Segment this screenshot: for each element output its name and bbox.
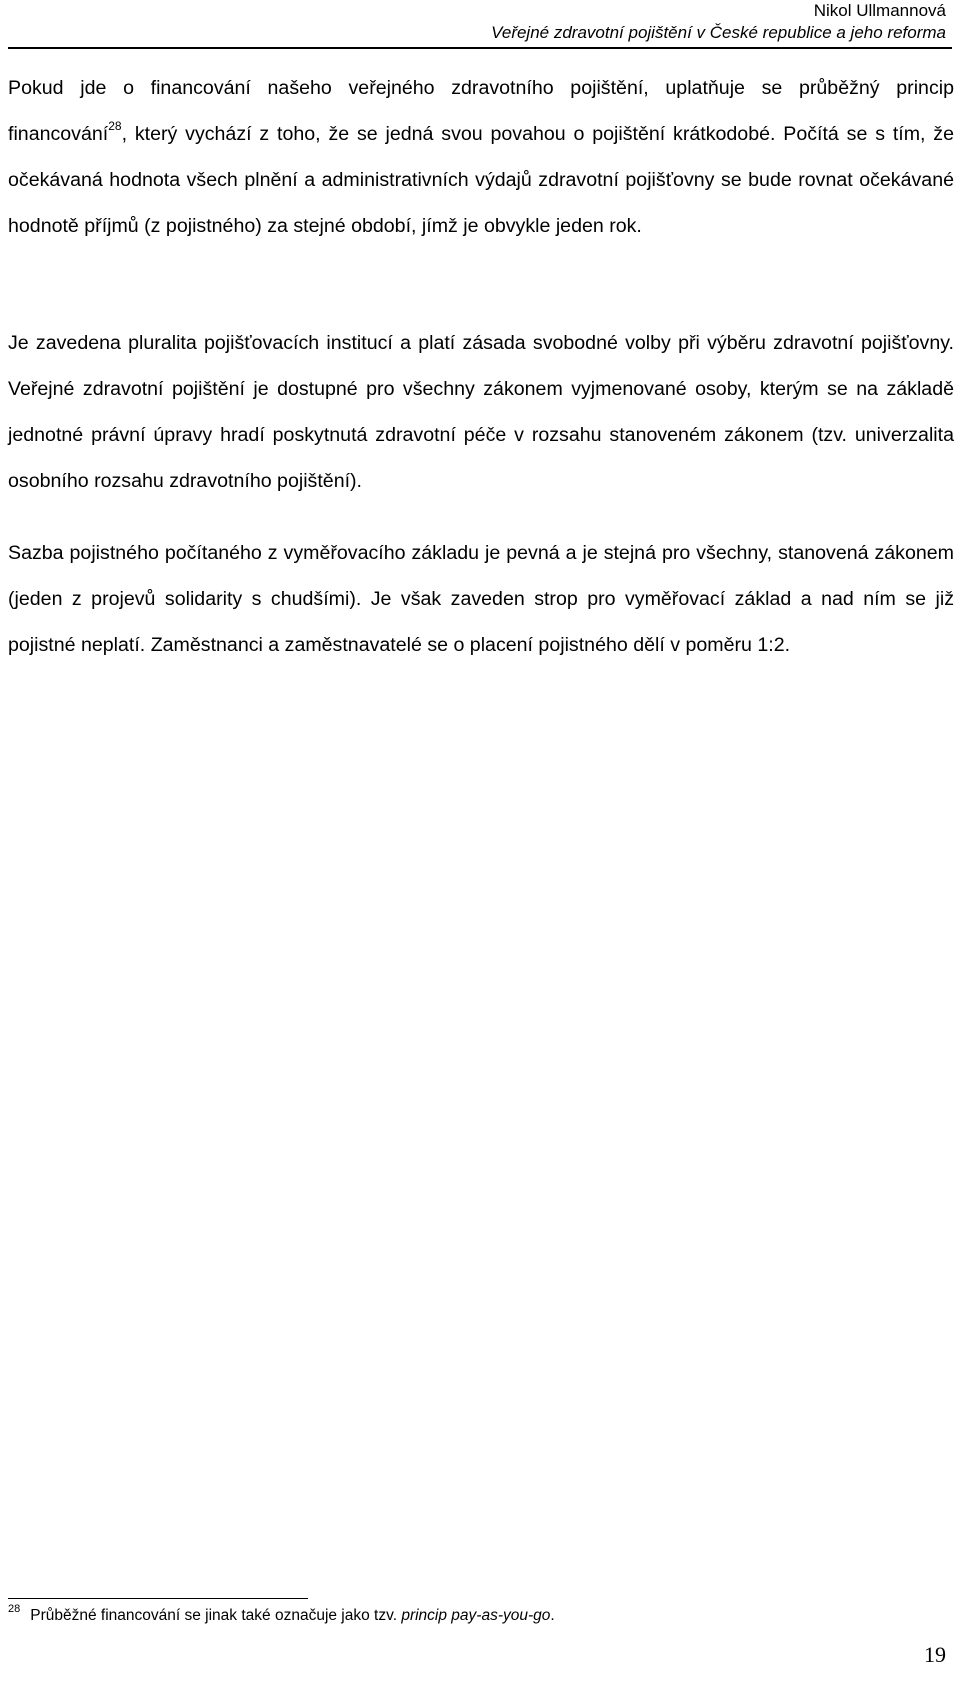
footnote-reference[interactable]: 28	[108, 119, 122, 134]
paragraph-financing	[8, 65, 954, 249]
page-number: 19	[924, 1642, 946, 1667]
paragraph-financing-text-1: Pokud jde o financování našeho veřejného zdravotního pojištění, uplatňuje se průběžný princip financování	[8, 77, 954, 145]
paragraph-premium-rate: Sazba pojistného počítaného z vyměřovacího základu je pevná a je stejná pro všechny, stanovená zákonem (jeden z projevů solidarity s chudšími). Je však zaveden strop pro vyměřovací základ a nad ním se již pojistné neplatí. Zaměstnanci a zaměstnavatelé se o placení pojistného dělí v poměru 1:2.	[8, 542, 954, 656]
footnote-divider	[8, 1598, 308, 1599]
footnote-italic-term: princip pay-as-you-go	[401, 1607, 551, 1624]
footnote-end: .	[550, 1607, 555, 1624]
footnote-text: Průběžné financování se jinak také označuje jako tzv.	[30, 1607, 398, 1624]
header-divider	[8, 47, 952, 49]
page-header	[491, 0, 946, 44]
header-author: Nikol Ullmannová	[813, 1, 946, 20]
paragraph-financing-text-2: , který vychází z toho, že se jedná svou povahou o pojištění krátkodobé. Počítá se s tím, že očekávaná hodnota všech plnění a administrativních výdajů zdravotní pojišťovny se bude rovnat očekávané hodnotě příjmů (z pojistného) za stejné období, jímž je obvykle jeden rok.	[8, 123, 954, 237]
paragraph-plurality: Je zavedena pluralita pojišťovacích institucí a platí zásada svobodné volby při výběru zdravotní pojišťovny. Veřejné zdravotní pojištění je dostupné pro všechny zákonem vyjmenované osoby, kterým se na základě jednotné právní úpravy hradí poskytnutá zdravotní péče v rozsahu stanoveném zákonem (tzv. univerzalita osobního rozsahu zdravotního pojištění).	[8, 332, 954, 492]
footnote-number: 28	[8, 1602, 21, 1615]
header-title: Veřejné zdravotní pojištění v České republice a jeho reforma	[491, 23, 946, 42]
footnote	[8, 1602, 555, 1626]
